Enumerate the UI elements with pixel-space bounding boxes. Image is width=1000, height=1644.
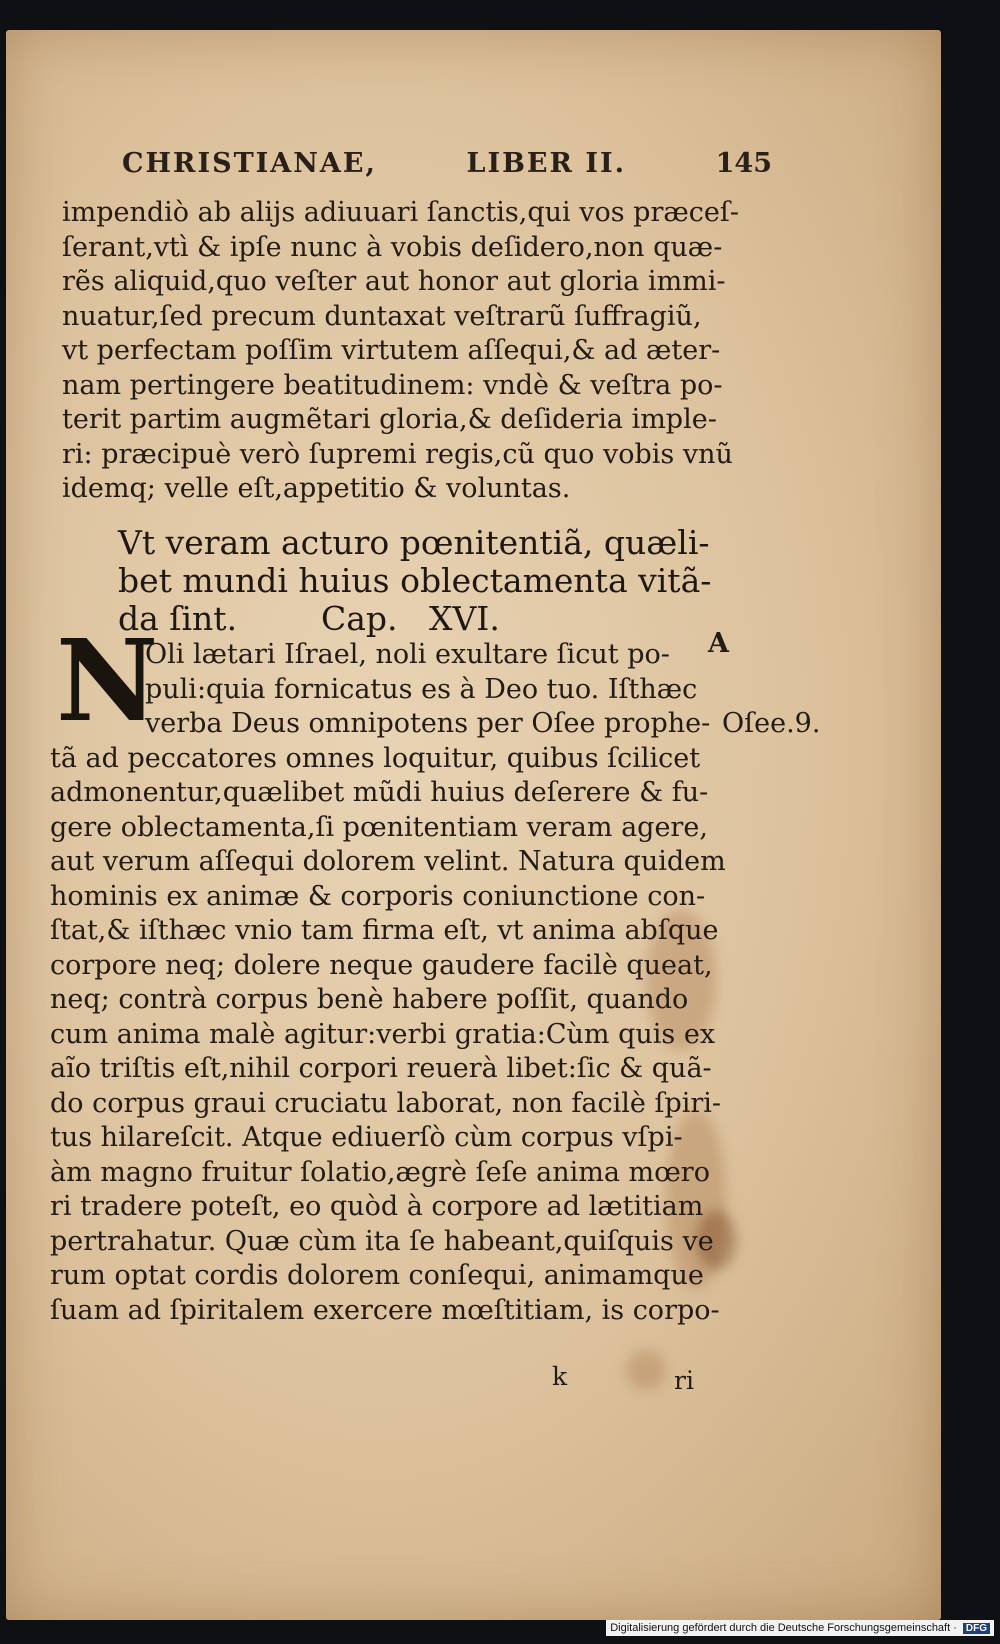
text-line: impendiò ab alijs adiuuari ſanctis,qui vos præceſ- bbox=[62, 197, 739, 228]
running-title-right: LIBER II. bbox=[466, 148, 626, 179]
paragraph-continued bbox=[62, 196, 739, 507]
text-line: cum anima malè agitur:verbi gratia:Cùm quis ex bbox=[50, 1018, 716, 1050]
heading-line: bet mundi huius oblectamenta vitã- bbox=[118, 561, 712, 600]
text-line: ſerant,vtì & ipſe nunc à vobis deſidero,non quæ- bbox=[62, 231, 723, 263]
signature-mark: k bbox=[552, 1362, 568, 1391]
catchword: ri bbox=[674, 1366, 694, 1395]
text-line: vt perfectam poſſim virtutem aſſequi,& ad æter- bbox=[62, 335, 721, 366]
text-line: ſuam ad ſpiritalem exercere mœſtitiam, is corpo- bbox=[50, 1294, 720, 1326]
text-line: rẽs aliquid,quo veſter aut honor aut gloria immi- bbox=[62, 266, 726, 297]
footer-text: Digitalisierung gefördert durch die Deutsche Forschungsgemeinschaft · bbox=[610, 1622, 957, 1634]
heading-line: Vt veram acturo pœnitentiã, quæli- bbox=[118, 523, 710, 562]
text-line: àm magno fruitur ſolatio,ægrè ſeſe anima mœro bbox=[50, 1156, 710, 1188]
page-number: 145 bbox=[715, 148, 772, 179]
text-line: ri: præcipuè verò ſupremi regis,cũ quo vobis vnũ bbox=[62, 438, 733, 470]
text-line: tus hilareſcit. Atque ediuerſò cùm corpus vſpi- bbox=[50, 1122, 683, 1153]
text-line: corpore neq; dolere neque gaudere facilè queat, bbox=[50, 949, 713, 981]
text-line: nuatur,ſed precum duntaxat veſtrarũ ſuffragiũ, bbox=[62, 300, 702, 332]
text-line: ſtat,& iſthæc vnio tam firma eſt, vt anima abſque bbox=[50, 915, 719, 946]
running-header bbox=[122, 148, 772, 179]
text-line: do corpus graui cruciatu laborat, non facilè ſpiri- bbox=[50, 1087, 722, 1119]
running-title-left: CHRISTIANAE, bbox=[122, 148, 377, 179]
chapter-heading bbox=[118, 524, 711, 638]
text-line: hominis ex animæ & corporis coniunctione con- bbox=[50, 880, 706, 912]
text-line: Oli lætari Iſrael, noli exultare ſicut po- bbox=[145, 639, 670, 670]
text-line: idemq; velle eſt,appetitio & voluntas. bbox=[62, 473, 571, 504]
text-line: aut verum aſſequi dolorem velint. Natura quidem bbox=[50, 846, 726, 877]
text-line: admonentur,quælibet mũdi huius deſerere & fu- bbox=[50, 777, 709, 808]
text-line: gere oblectamenta,ſi pœnitentiam veram agere, bbox=[50, 811, 708, 843]
text-line: terit partim augmẽtari gloria,& deſideria imple- bbox=[62, 404, 717, 435]
stain bbox=[626, 1350, 666, 1390]
text-line: pertrahatur. Quæ cùm ita ſe habeant,quiſquis ve bbox=[50, 1225, 714, 1257]
margin-reference: Oſee.9. bbox=[722, 708, 821, 739]
text-line: puli:quia fornicatus es à Deo tuo. Iſthæc bbox=[145, 673, 698, 705]
dfg-logo: DFG bbox=[963, 1623, 990, 1634]
text-line: aĩo triſtis eſt,nihil corpori reuerà libet:ſic & quã- bbox=[50, 1053, 712, 1084]
text-line: rum optat cordis dolorem conſequi, animamque bbox=[50, 1260, 704, 1291]
digitization-footer bbox=[606, 1620, 994, 1636]
chapter-paragraph bbox=[50, 638, 726, 1328]
text-line: verba Deus omnipotens per Oſee prophe- bbox=[145, 708, 711, 739]
text-line: neq; contrà corpus benè habere poſſit, quando bbox=[50, 984, 689, 1015]
text-line: nam pertingere beatitudinem: vndè & veſtra po- bbox=[62, 369, 723, 401]
margin-letter: A bbox=[708, 628, 729, 659]
text-line: tã ad peccatores omnes loquitur, quibus ſcilicet bbox=[50, 742, 701, 774]
text-line: ri tradere poteſt, eo quòd à corpore ad lætitiam bbox=[50, 1191, 704, 1222]
heading-line: da ſint. Cap. XVI. bbox=[118, 599, 500, 638]
drop-cap: N bbox=[56, 616, 159, 747]
